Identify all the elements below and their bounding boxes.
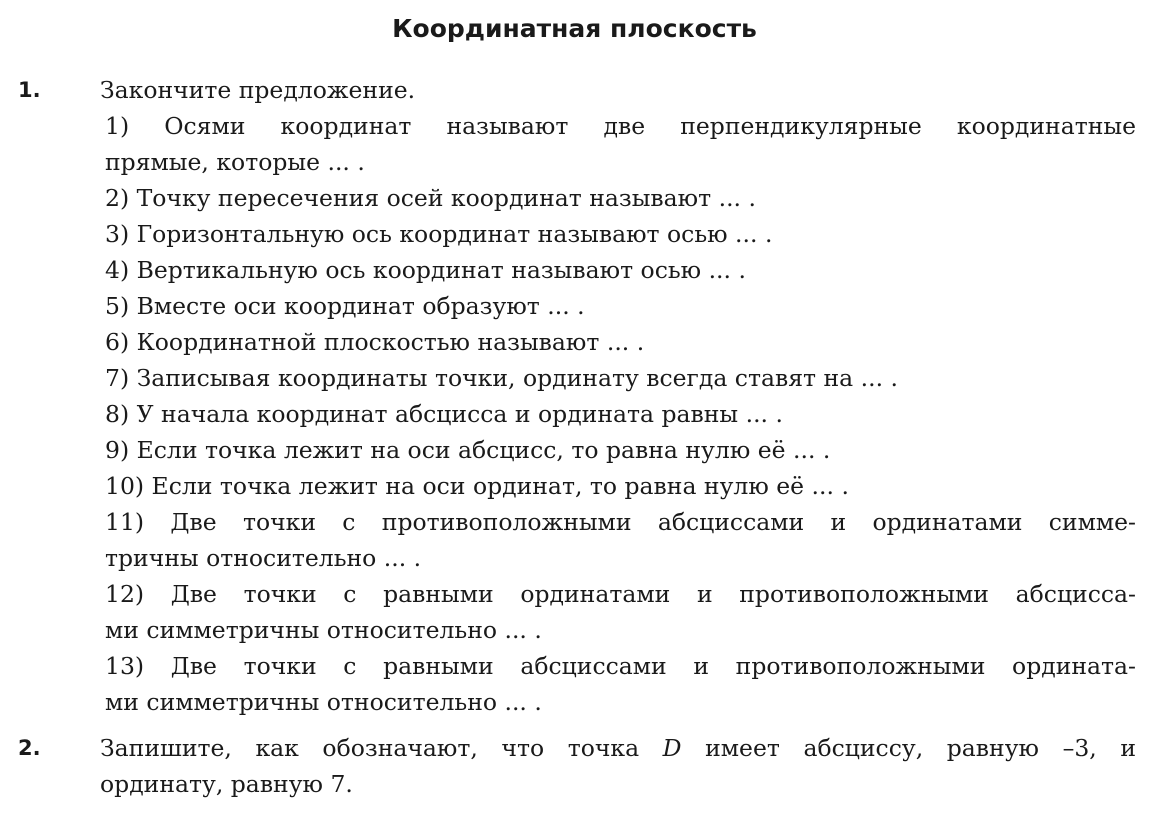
item-line: 13) Две точки с равными абсциссами и противоположными ордината- <box>105 652 1136 680</box>
problem-line <box>100 730 1136 766</box>
item-line: прямые, которые ... . <box>105 148 365 176</box>
problem-prompt: Закончите предложение. <box>100 76 416 104</box>
item-line: 7) Записывая координаты точки, ординату всегда ставят на ... . <box>105 364 898 392</box>
list-item <box>100 360 1136 396</box>
item-line: 4) Вертикальную ось координат называют осью ... . <box>105 256 746 284</box>
list-item <box>100 396 1136 432</box>
item-line: 9) Если точка лежит на оси абсцисс, то равна нулю её ... . <box>105 436 831 464</box>
problem-body <box>100 72 1136 720</box>
list-item <box>100 180 1136 216</box>
page-title: Координатная плоскость <box>392 14 757 43</box>
item-line: 2) Точку пересечения осей координат называют ... . <box>105 184 756 212</box>
list-item <box>100 576 1136 648</box>
item-line: 10) Если точка лежит на оси ординат, то равна нулю её ... . <box>105 472 849 500</box>
problem-number: 1. <box>18 78 41 102</box>
list-item <box>100 504 1136 576</box>
problem-line: ординату, равную 7. <box>100 770 353 798</box>
item-line: 1) Осями координат называют две перпендикулярные координатные <box>105 112 1136 140</box>
problem-text: имеет абсциссу, равную –3, и <box>681 734 1136 762</box>
item-line: ми симметричны относительно ... . <box>105 616 542 644</box>
item-line: 12) Две точки с равными ординатами и противоположными абсцисса- <box>105 580 1136 608</box>
list-item <box>100 252 1136 288</box>
list-item <box>100 216 1136 252</box>
item-line: ми симметричны относительно ... . <box>105 688 542 716</box>
list-item <box>100 648 1136 720</box>
problem-number: 2. <box>18 736 41 760</box>
problem-text: Запишите, как обозначают, что точка <box>100 734 663 762</box>
item-line: 11) Две точки с противоположными абсциссами и ординатами симме- <box>105 508 1136 536</box>
point-variable: D <box>662 734 682 762</box>
list-item <box>100 468 1136 504</box>
list-item <box>100 108 1136 180</box>
list-item <box>100 288 1136 324</box>
list-item <box>100 432 1136 468</box>
item-line: 5) Вместе оси координат образуют ... . <box>105 292 585 320</box>
item-line: 3) Горизонтальную ось координат называют осью ... . <box>105 220 773 248</box>
problem-body <box>100 730 1136 802</box>
list-item <box>100 324 1136 360</box>
item-line: 6) Координатной плоскостью называют ... . <box>105 328 645 356</box>
item-line: тричны относительно ... . <box>105 544 422 572</box>
item-line: 8) У начала координат абсцисса и ордината равны ... . <box>105 400 783 428</box>
